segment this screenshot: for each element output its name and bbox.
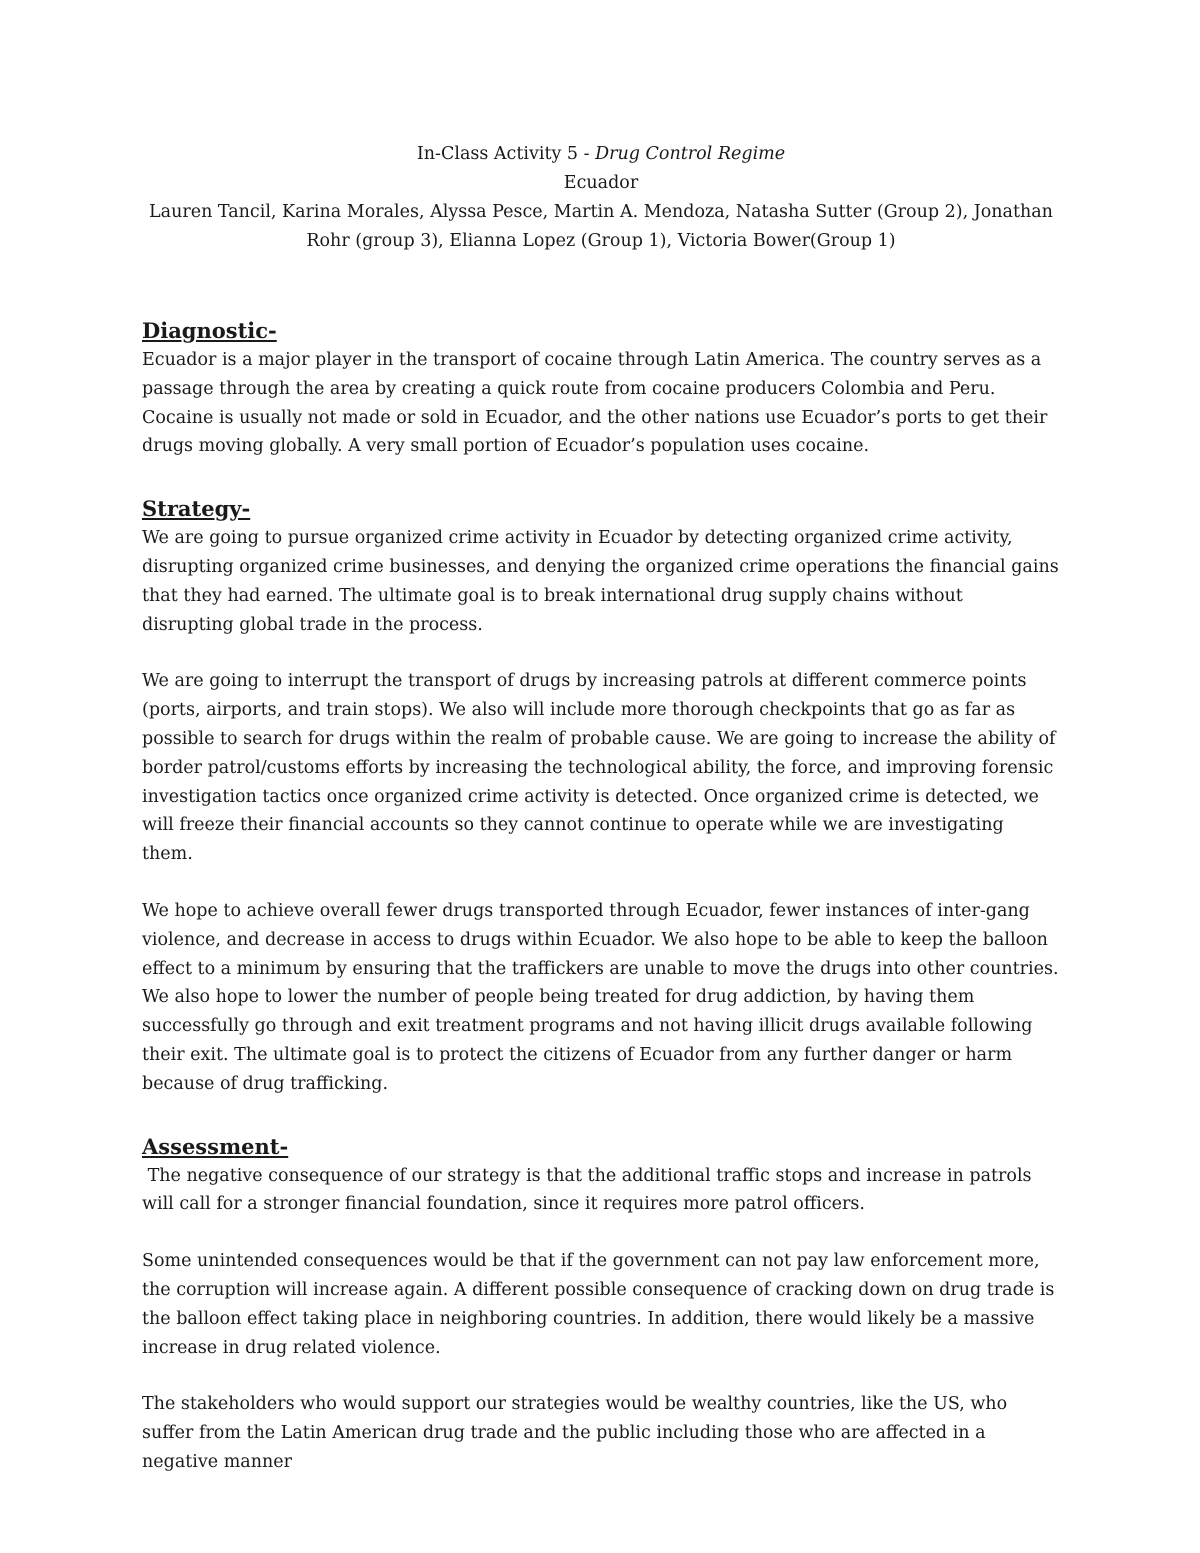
title-prefix: In-Class Activity 5 - <box>416 144 596 164</box>
strategy-paragraph-1: We are going to pursue organized crime activity in Ecuador by detecting organized crime activity, disrupting organized crime businesses, and denying the organized crime operations the financial gains that they had earned. The ultimate goal is to break international drug supply chains without disrupting global trade in the process. <box>142 528 1059 635</box>
diagnostic-heading: Diagnostic- <box>142 318 277 343</box>
document-title <box>142 140 1060 169</box>
document-content <box>142 140 1060 1477</box>
document-header <box>142 140 1060 256</box>
diagnostic-paragraph: Ecuador is a major player in the transport of cocaine through Latin America. The country serves as a passage through the area by creating a quick route from cocaine producers Colombia and Peru. Cocaine is usually not made or sold in Ecuador, and the other nations use Ecuador’s ports to get their drugs moving globally. A very small portion of Ecuador’s population uses cocaine. <box>142 350 1048 457</box>
assessment-paragraph-2: Some unintended consequences would be that if the government can not pay law enforcement more, the corruption will increase again. A different possible consequence of cracking down on drug trade is the balloon effect taking place in neighboring countries. In addition, there would likely be a massive increase in drug related violence. <box>142 1251 1055 1358</box>
country-name: Ecuador <box>563 173 639 193</box>
authors-line-2: Rohr (group 3), Elianna Lopez (Group 1), Victoria Bower(Group 1) <box>306 231 896 251</box>
title-italic: Drug Control Regime <box>595 144 786 164</box>
section-assessment <box>142 1132 1060 1477</box>
assessment-heading: Assessment- <box>142 1133 289 1159</box>
section-strategy <box>142 494 1060 1098</box>
strategy-paragraph-3: We hope to achieve overall fewer drugs transported through Ecuador, fewer instances of inter-gang violence, and decrease in access to drugs within Ecuador. We also hope to be able to keep the balloon effect to a minimum by ensuring that the traffickers are unable to move the drugs into other countries. We also hope to lower the number of people being treated for drug addiction, by having them successfully go through and exit treatment programs and not having illicit drugs available following their exit. The ultimate goal is to protect the citizens of Ecuador from any further danger or harm because of drug trafficking. <box>142 900 1059 1094</box>
strategy-paragraph-2: We are going to interrupt the transport of drugs by increasing patrols at different commerce points (ports, airports, and train stops). We also will include more thorough checkpoints that go as far as possible to search for drugs within the realm of probable cause. We are going to increase the ability of border patrol/customs efforts by increasing the technological ability, the force, and improving forensic investigation tactics once organized crime activity is detected. Once organized crime is detected, we will freeze their financial accounts so they cannot continue to operate while we are investigating them. <box>142 671 1056 865</box>
authors-line-1: Lauren Tancil, Karina Morales, Alyssa Pesce, Martin A. Mendoza, Natasha Sutter (Group 2), Jonathan <box>149 202 1053 222</box>
assessment-paragraph-3: The stakeholders who would support our strategies would be wealthy countries, like the US, who suffer from the Latin American drug trade and the public including those who are affected in a negative manner <box>142 1394 1008 1472</box>
strategy-heading: Strategy- <box>142 496 251 522</box>
section-diagnostic <box>142 316 1060 461</box>
assessment-paragraph-1: The negative consequence of our strategy is that the additional traffic stops and increase in patrols will call for a stronger financial foundation, since it requires more patrol officers. <box>142 1165 1038 1215</box>
